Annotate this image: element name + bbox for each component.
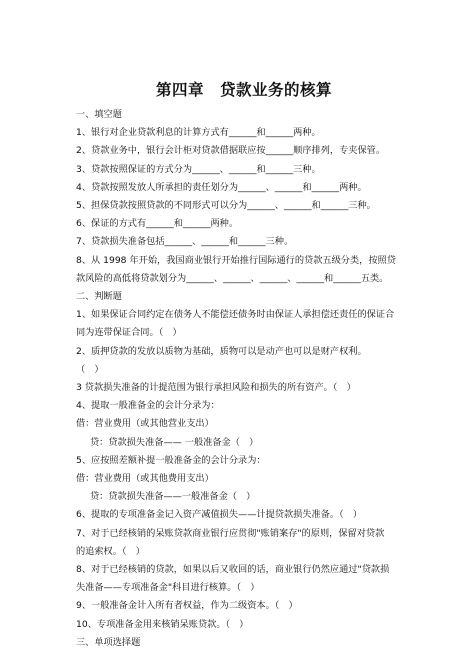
question-line: 8、对于已经核销的贷款，如果以后又收回的话，商业银行仍然应通过"贷款损 <box>76 564 390 576</box>
question-line: 4、贷款按照发放人所承担的责任划分为______、______和______两种。 <box>76 181 367 193</box>
section-heading-single-choice: 三、单项选择题 <box>76 636 141 648</box>
question-line-continued: 的追索权。（ ） <box>76 545 145 557</box>
question-line: 6、提取的专项准备金记入资产减值损失——计提贷款损失准备。（ ） <box>76 509 363 521</box>
question-line: 2、质押贷款的发放以质物为基础，质物可以是动产也可以是财产权利。 <box>76 345 367 357</box>
question-line: 4、提取一般准备金的会计分录为： <box>76 400 220 412</box>
question-line: 3、贷款按照保证的方式分为______、______和______三种。 <box>76 163 321 175</box>
question-line: 7、贷款损失准备包括______、______和______三种。 <box>76 236 294 248</box>
question-line: 3 贷款损失准备的计提范围为银行承担风险和损失的所有资产。（ ） <box>76 382 356 394</box>
question-line-continued: 失准备——专项准备金"科目进行核算。（ ） <box>76 582 260 594</box>
question-line-continued: （ ） <box>76 363 104 375</box>
question-line: 6、保证的方式有______和______两种。 <box>76 218 239 230</box>
question-line-continued: 款风险的高低将贷款划分为______、______、______、______和______五类。 <box>76 272 389 284</box>
question-line: 5、担保贷款按照贷款的不同形式可以分为______、______和______三种。 <box>76 200 376 212</box>
chapter-title: 第四章 贷款业务的核算 <box>155 81 332 99</box>
question-line: 9、一般准备金计入所有者权益，作为二级资本。（ ） <box>76 600 298 612</box>
question-line: 1、如果保证合同约定在债务人不能偿还债务时由保证人承担偿还责任的保证合 <box>76 309 395 321</box>
question-line: 7、对于已经核销的呆账贷款商业银行应贯彻"账销案存"的原则，保留对贷款 <box>76 527 385 539</box>
section-heading-fill-in: 一、填空题 <box>76 109 122 120</box>
question-line: 10、专项准备金用来核销呆账贷款。（ ） <box>76 618 249 630</box>
question-line: 5、应按照差额补提一般准备金的会计分录为： <box>76 454 266 466</box>
journal-entry-credit: 贷：贷款损失准备—— 一般准备金（ ） <box>90 436 259 448</box>
journal-entry-debit: 借：营业费用（或其他费用支出） <box>76 473 214 485</box>
question-line-continued: 同为连带保证合同。（ ） <box>76 327 182 339</box>
journal-entry-credit: 贷：贷款损失准备——一般准备金（ ） <box>90 491 256 503</box>
journal-entry-debit: 借：营业费用（或其他营业支出） <box>76 418 214 430</box>
question-line: 8、从 1998 年开始，我国商业银行开始推行国际通行的贷款五级分类，按照贷 <box>76 254 396 266</box>
section-heading-true-false: 二、判断题 <box>76 291 122 303</box>
question-line: 2、贷款业务中，银行会计柜对贷款借据联应按______顺序排列，专夹保管。 <box>76 145 386 157</box>
question-line: 1、银行对企业贷款利息的计算方式有______和______两种。 <box>76 127 321 139</box>
